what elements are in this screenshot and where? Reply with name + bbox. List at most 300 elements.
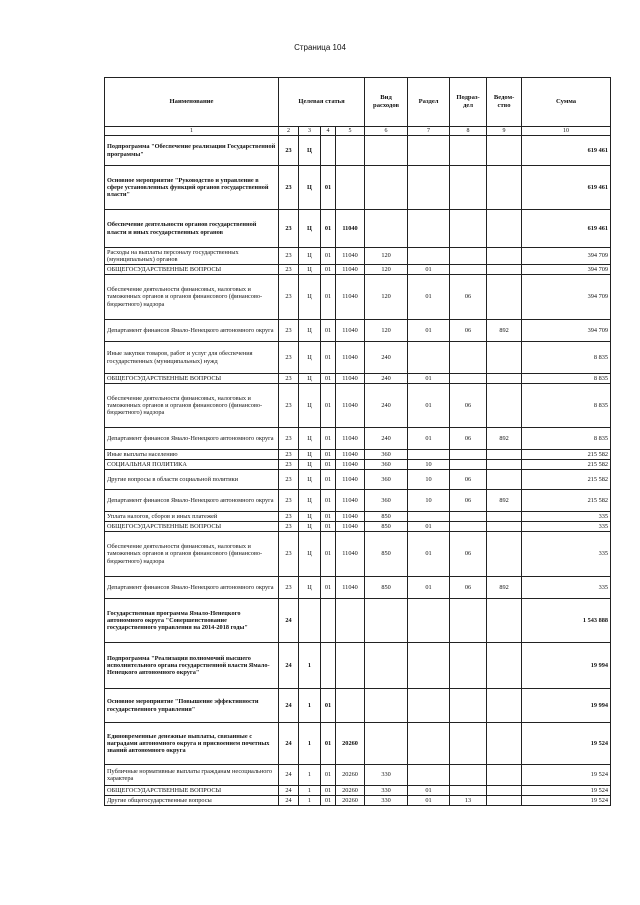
department-cell [487,210,522,248]
section-cell [408,723,450,765]
code-direction-cell: 11040 [336,248,365,265]
code-program-cell: 23 [279,450,299,460]
expense-type-cell: 120 [365,265,408,275]
code-subprogram-cell: Ц [299,384,321,428]
subsection-cell [450,450,487,460]
department-cell [487,450,522,460]
expense-type-cell [365,643,408,689]
subsection-cell [450,512,487,522]
code-direction-cell: 11040 [336,384,365,428]
code-subprogram-cell: Ц [299,522,321,532]
expense-type-cell: 850 [365,532,408,577]
amount-cell: 215 582 [522,470,611,490]
expense-type-cell [365,210,408,248]
code-direction-cell: 11040 [336,374,365,384]
table-row [105,374,611,384]
code-subprogram-cell: Ц [299,450,321,460]
amount-cell: 335 [522,512,611,522]
column-number: 1 [105,127,279,136]
code-program-cell: 23 [279,384,299,428]
code-direction-cell: 11040 [336,342,365,374]
subsection-cell [450,689,487,723]
expense-type-cell [365,689,408,723]
code-program-cell: 23 [279,522,299,532]
amount-cell: 619 461 [522,210,611,248]
code-program-cell: 24 [279,796,299,806]
table-row [105,532,611,577]
expense-type-cell: 330 [365,786,408,796]
table-row [105,796,611,806]
department-cell [487,796,522,806]
code-program-cell: 23 [279,210,299,248]
subsection-cell: 13 [450,796,487,806]
amount-cell: 19 994 [522,643,611,689]
section-cell: 01 [408,532,450,577]
expense-type-cell [365,136,408,166]
code-event-cell: 01 [321,532,336,577]
amount-cell: 19 524 [522,723,611,765]
code-direction-cell [336,599,365,643]
department-cell [487,265,522,275]
code-subprogram-cell: 1 [299,689,321,723]
section-cell: 01 [408,428,450,450]
row-name-cell: Публичные нормативные выплаты гражданам несоциального характера [105,765,279,786]
amount-cell: 394 709 [522,275,611,320]
page-number: Страница 104 [294,43,346,52]
section-cell: 01 [408,265,450,275]
code-program-cell: 23 [279,532,299,577]
section-cell [408,765,450,786]
code-event-cell: 01 [321,428,336,450]
amount-cell: 394 709 [522,265,611,275]
table-row [105,689,611,723]
code-event-cell: 01 [321,470,336,490]
row-name-cell: Иные закупки товаров, работ и услуг для обеспечения государственных (муниципальных) нужд [105,342,279,374]
expense-type-cell: 850 [365,522,408,532]
column-number-row [105,127,611,136]
code-event-cell: 01 [321,210,336,248]
row-name-cell: Уплата налогов, сборов и иных платежей [105,512,279,522]
section-cell [408,210,450,248]
code-direction-cell: 11040 [336,522,365,532]
column-number: 6 [365,127,408,136]
code-program-cell: 23 [279,428,299,450]
department-cell [487,532,522,577]
department-cell: 892 [487,320,522,342]
header-row [105,78,611,127]
row-name-cell: Государственная программа Ямало-Ненецкого автономного округа "Совершенствование государственного управления на 2014-2018 годы" [105,599,279,643]
amount-cell: 8 835 [522,428,611,450]
table-row [105,248,611,265]
expense-type-cell: 850 [365,577,408,599]
table-row [105,428,611,450]
code-program-cell: 23 [279,490,299,512]
table-row [105,265,611,275]
code-direction-cell: 11040 [336,460,365,470]
table-row [105,136,611,166]
section-cell: 01 [408,786,450,796]
department-cell: 892 [487,490,522,512]
code-subprogram-cell: 1 [299,643,321,689]
code-subprogram-cell: Ц [299,265,321,275]
row-name-cell: СОЦИАЛЬНАЯ ПОЛИТИКА [105,460,279,470]
column-number: 10 [522,127,611,136]
code-event-cell: 01 [321,689,336,723]
amount-cell: 335 [522,522,611,532]
code-event-cell: 01 [321,384,336,428]
row-name-cell: Обеспечение деятельности финансовых, налоговых и таможенных органов и органов финансового (финансово-бюджетного) надзора [105,384,279,428]
row-name-cell: Обеспечение деятельности органов государственной власти и иных государственных органов [105,210,279,248]
amount-cell: 215 582 [522,490,611,512]
row-name-cell: Расходы на выплаты персоналу государственных (муниципальных) органов [105,248,279,265]
code-direction-cell: 20260 [336,796,365,806]
expense-type-cell: 850 [365,512,408,522]
subsection-cell [450,166,487,210]
amount-cell: 19 524 [522,796,611,806]
code-program-cell: 23 [279,265,299,275]
budget-table [104,77,611,806]
subsection-cell: 06 [450,532,487,577]
department-cell [487,786,522,796]
table-body [105,136,611,806]
code-event-cell: 01 [321,275,336,320]
expense-type-cell [365,599,408,643]
code-program-cell: 24 [279,786,299,796]
row-name-cell: Другие общегосударственные вопросы [105,796,279,806]
header-expense-type: Вид расходов [365,78,408,127]
table-row [105,210,611,248]
section-cell [408,643,450,689]
table-row [105,490,611,512]
code-direction-cell: 11040 [336,512,365,522]
amount-cell: 394 709 [522,248,611,265]
column-number: 7 [408,127,450,136]
code-direction-cell: 20260 [336,723,365,765]
table-row [105,522,611,532]
table-row [105,384,611,428]
code-subprogram-cell: Ц [299,275,321,320]
row-name-cell: Подпрограмма "Обеспечение реализации Государственной программы" [105,136,279,166]
amount-cell: 335 [522,532,611,577]
code-event-cell: 01 [321,265,336,275]
code-subprogram-cell: 1 [299,786,321,796]
amount-cell: 19 524 [522,786,611,796]
code-subprogram-cell: Ц [299,210,321,248]
section-cell [408,450,450,460]
subsection-cell [450,342,487,374]
code-event-cell [321,136,336,166]
code-event-cell: 01 [321,512,336,522]
section-cell: 01 [408,522,450,532]
code-program-cell: 24 [279,643,299,689]
code-direction-cell: 11040 [336,265,365,275]
section-cell [408,166,450,210]
header-target-article: Целевая статья [279,78,365,127]
subsection-cell [450,374,487,384]
department-cell [487,599,522,643]
table-row [105,275,611,320]
code-direction-cell: 20260 [336,786,365,796]
header-department: Ведом-ство [487,78,522,127]
expense-type-cell [365,723,408,765]
code-subprogram-cell: Ц [299,320,321,342]
table-row [105,512,611,522]
code-event-cell: 01 [321,577,336,599]
expense-type-cell: 330 [365,796,408,806]
expense-type-cell: 240 [365,384,408,428]
section-cell [408,512,450,522]
code-program-cell: 23 [279,512,299,522]
table-row [105,786,611,796]
row-name-cell: Департамент финансов Ямало-Ненецкого автономного округа [105,577,279,599]
code-program-cell: 23 [279,577,299,599]
code-event-cell: 01 [321,166,336,210]
section-cell [408,689,450,723]
subsection-cell: 06 [450,490,487,512]
department-cell [487,470,522,490]
table-row [105,460,611,470]
row-name-cell: Департамент финансов Ямало-Ненецкого автономного округа [105,320,279,342]
department-cell [487,166,522,210]
code-subprogram-cell [299,599,321,643]
column-number: 2 [279,127,299,136]
code-direction-cell: 11040 [336,320,365,342]
code-direction-cell [336,689,365,723]
expense-type-cell: 120 [365,320,408,342]
table-row [105,765,611,786]
code-event-cell: 01 [321,765,336,786]
subsection-cell: 06 [450,275,487,320]
department-cell [487,460,522,470]
section-cell: 01 [408,374,450,384]
code-program-cell: 23 [279,342,299,374]
department-cell [487,522,522,532]
code-direction-cell: 11040 [336,577,365,599]
department-cell [487,643,522,689]
section-cell: 10 [408,490,450,512]
code-direction-cell [336,166,365,210]
code-program-cell: 23 [279,166,299,210]
table-row [105,723,611,765]
row-name-cell: Единовременные денежные выплаты, связанные с наградами автономного округа и присвоением почетных званий автономного округа [105,723,279,765]
amount-cell: 394 709 [522,320,611,342]
row-name-cell: ОБЩЕГОСУДАРСТВЕННЫЕ ВОПРОСЫ [105,522,279,532]
code-event-cell [321,643,336,689]
department-cell: 892 [487,577,522,599]
code-program-cell: 24 [279,599,299,643]
expense-type-cell: 240 [365,342,408,374]
column-number: 3 [299,127,321,136]
code-event-cell: 01 [321,723,336,765]
row-name-cell: Другие вопросы в области социальной политики [105,470,279,490]
code-event-cell [321,599,336,643]
department-cell [487,248,522,265]
code-event-cell: 01 [321,490,336,512]
section-cell: 10 [408,470,450,490]
expense-type-cell: 360 [365,450,408,460]
expense-type-cell: 360 [365,490,408,512]
department-cell [487,275,522,320]
code-subprogram-cell: 1 [299,796,321,806]
code-program-cell: 24 [279,689,299,723]
subsection-cell [450,248,487,265]
expense-type-cell: 120 [365,275,408,320]
code-subprogram-cell: 1 [299,723,321,765]
code-direction-cell: 11040 [336,450,365,460]
code-program-cell: 23 [279,275,299,320]
section-cell: 01 [408,796,450,806]
column-number: 8 [450,127,487,136]
code-event-cell: 01 [321,248,336,265]
code-direction-cell: 11040 [336,490,365,512]
amount-cell: 8 835 [522,384,611,428]
header-section: Раздел [408,78,450,127]
amount-cell: 619 461 [522,136,611,166]
table-row [105,342,611,374]
table-row [105,320,611,342]
table-row [105,166,611,210]
department-cell [487,374,522,384]
column-number: 5 [336,127,365,136]
amount-cell: 8 835 [522,374,611,384]
section-cell: 01 [408,577,450,599]
row-name-cell: Департамент финансов Ямало-Ненецкого автономного округа [105,490,279,512]
code-program-cell: 23 [279,136,299,166]
code-event-cell: 01 [321,796,336,806]
row-name-cell: Обеспечение деятельности финансовых, налоговых и таможенных органов и органов финансового (финансово-бюджетного) надзора [105,532,279,577]
amount-cell: 19 994 [522,689,611,723]
code-direction-cell: 11040 [336,532,365,577]
code-subprogram-cell: Ц [299,532,321,577]
code-program-cell: 23 [279,470,299,490]
section-cell [408,342,450,374]
amount-cell: 19 524 [522,765,611,786]
row-name-cell: ОБЩЕГОСУДАРСТВЕННЫЕ ВОПРОСЫ [105,374,279,384]
code-direction-cell: 11040 [336,470,365,490]
code-subprogram-cell: Ц [299,490,321,512]
table-row [105,643,611,689]
row-name-cell: Иные выплаты населению [105,450,279,460]
code-subprogram-cell: Ц [299,428,321,450]
subsection-cell: 06 [450,320,487,342]
code-event-cell: 01 [321,342,336,374]
expense-type-cell: 330 [365,765,408,786]
subsection-cell [450,643,487,689]
code-direction-cell: 20260 [336,765,365,786]
code-direction-cell [336,136,365,166]
subsection-cell [450,210,487,248]
code-direction-cell: 11040 [336,428,365,450]
department-cell: 892 [487,428,522,450]
department-cell [487,136,522,166]
subsection-cell [450,522,487,532]
table-row [105,470,611,490]
code-subprogram-cell: Ц [299,136,321,166]
expense-type-cell: 120 [365,248,408,265]
code-program-cell: 24 [279,723,299,765]
header-name: Наименование [105,78,279,127]
subsection-cell [450,723,487,765]
code-program-cell: 23 [279,320,299,342]
amount-cell: 1 543 888 [522,599,611,643]
row-name-cell: ОБЩЕГОСУДАРСТВЕННЫЕ ВОПРОСЫ [105,786,279,796]
subsection-cell: 06 [450,577,487,599]
code-subprogram-cell: Ц [299,577,321,599]
expense-type-cell [365,166,408,210]
header-sum: Сумма [522,78,611,127]
section-cell: 01 [408,320,450,342]
department-cell [487,723,522,765]
amount-cell: 8 835 [522,342,611,374]
amount-cell: 215 582 [522,450,611,460]
row-name-cell: Департамент финансов Ямало-Ненецкого автономного округа [105,428,279,450]
subsection-cell [450,786,487,796]
code-event-cell: 01 [321,374,336,384]
code-event-cell: 01 [321,786,336,796]
code-event-cell: 01 [321,320,336,342]
code-subprogram-cell: Ц [299,470,321,490]
department-cell [487,689,522,723]
section-cell: 10 [408,460,450,470]
table-row [105,599,611,643]
column-number: 4 [321,127,336,136]
code-subprogram-cell: Ц [299,460,321,470]
code-subprogram-cell: Ц [299,166,321,210]
subsection-cell [450,136,487,166]
subsection-cell: 06 [450,384,487,428]
code-direction-cell [336,643,365,689]
row-name-cell: Основное мероприятие "Повышение эффективности государственного управления" [105,689,279,723]
section-cell [408,248,450,265]
code-subprogram-cell: Ц [299,248,321,265]
code-event-cell: 01 [321,460,336,470]
table-row [105,450,611,460]
code-subprogram-cell: Ц [299,342,321,374]
amount-cell: 335 [522,577,611,599]
subsection-cell: 06 [450,470,487,490]
subsection-cell [450,599,487,643]
subsection-cell [450,265,487,275]
subsection-cell: 06 [450,428,487,450]
row-name-cell: Подпрограмма "Реализация полномочий высшего исполнительного органа государственной власти Ямало-Ненецкого автономного округа" [105,643,279,689]
expense-type-cell: 240 [365,428,408,450]
row-name-cell: Основное мероприятие "Руководство и управление в сфере установленных функций органов государственной власти" [105,166,279,210]
department-cell [487,384,522,428]
table-row [105,577,611,599]
code-subprogram-cell: 1 [299,765,321,786]
code-direction-cell: 11040 [336,210,365,248]
code-subprogram-cell: Ц [299,374,321,384]
code-program-cell: 23 [279,248,299,265]
subsection-cell [450,460,487,470]
column-number: 9 [487,127,522,136]
department-cell [487,342,522,374]
expense-type-cell: 360 [365,460,408,470]
department-cell [487,765,522,786]
code-program-cell: 24 [279,765,299,786]
code-program-cell: 23 [279,374,299,384]
code-event-cell: 01 [321,522,336,532]
section-cell [408,599,450,643]
code-program-cell: 23 [279,460,299,470]
code-subprogram-cell: Ц [299,512,321,522]
row-name-cell: ОБЩЕГОСУДАРСТВЕННЫЕ ВОПРОСЫ [105,265,279,275]
expense-type-cell: 240 [365,374,408,384]
row-name-cell: Обеспечение деятельности финансовых, налоговых и таможенных органов и органов финансового (финансово-бюджетного) надзора [105,275,279,320]
code-event-cell: 01 [321,450,336,460]
amount-cell: 215 582 [522,460,611,470]
section-cell [408,136,450,166]
